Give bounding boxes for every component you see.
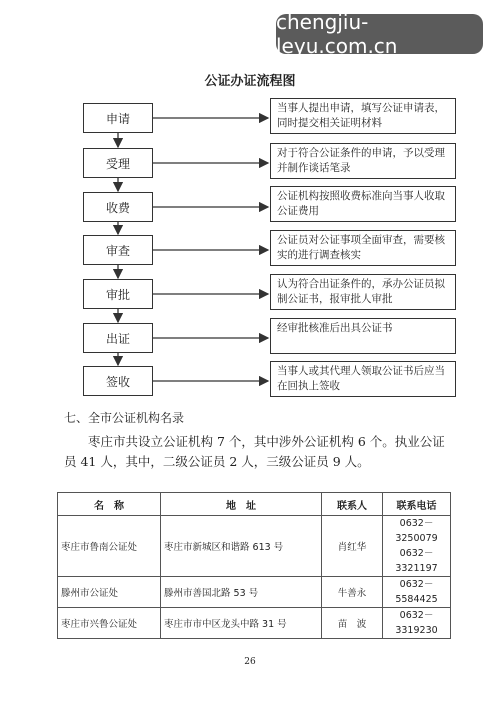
page-number: 26 [244,657,256,667]
section-title: 七、全市公证机构名录 [64,411,185,425]
flow-step-description: 当事人提出申请，填写公证申请表，同时提交相关证明材料 [270,98,456,134]
notary-directory-table [57,492,451,639]
flow-step-box: 收费 [83,192,153,222]
phone-number: 0632－3250079 [395,518,438,544]
header-contact: 联系人 [322,493,383,516]
flowchart-title: 公证办证流程图 [204,74,296,89]
header-phone: 联系电话 [383,493,451,516]
flow-step-box: 受理 [83,148,153,178]
header-name: 名 称 [58,493,161,516]
table-row [58,608,451,639]
flow-step-description: 当事人或其代理人领取公证书后应当在回执上签收 [270,361,456,397]
cell-contact: 肖红华 [322,516,383,577]
phone-number: 0632－5584425 [395,579,438,605]
flow-step-box: 签收 [83,366,153,396]
cell-address: 滕州市善国北路 53 号 [161,577,322,608]
flow-step-box: 审查 [83,235,153,265]
flow-step-box: 申请 [83,103,153,133]
phone-number: 0632－3321197 [395,548,438,574]
flow-step-box: 审批 [83,279,153,309]
table-row [58,516,451,577]
section-paragraph: 枣庄市共设立公证机构 7 个，其中涉外公证机构 6 个。执业公证员 41 人，其中，二级公证员 2 人，三级公证员 9 人。 [64,434,445,469]
flow-step-description: 对于符合公证条件的申请，予以受理并制作谈话笔录 [270,143,456,179]
table-row [58,577,451,608]
cell-phone [383,516,451,577]
phone-number: 0632－3319230 [395,610,438,636]
cell-contact: 牛善永 [322,577,383,608]
cell-phone [383,577,451,608]
flow-step-description: 公证员对公证事项全面审查，需要核实的进行调查核实 [270,230,456,266]
header-address: 地 址 [161,493,322,516]
cell-contact: 苗 波 [322,608,383,639]
cell-address: 枣庄市新城区和谐路 613 号 [161,516,322,577]
watermark-badge: chengjiu-leyu.com.cn [276,14,483,54]
flow-step-description: 公证机构按照收费标准向当事人收取公证费用 [270,186,456,222]
flow-step-description: 认为符合出证条件的，承办公证员拟制公证书，报审批人审批 [270,274,456,310]
cell-name: 枣庄市兴鲁公证处 [58,608,161,639]
cell-name: 滕州市公证处 [58,577,161,608]
cell-address: 枣庄市市中区龙头中路 31 号 [161,608,322,639]
table-header-row [58,493,451,516]
flow-step-description: 经审批核准后出具公证书 [270,318,456,354]
cell-phone [383,608,451,639]
flow-step-box: 出证 [83,323,153,353]
cell-name: 枣庄市鲁南公证处 [58,516,161,577]
